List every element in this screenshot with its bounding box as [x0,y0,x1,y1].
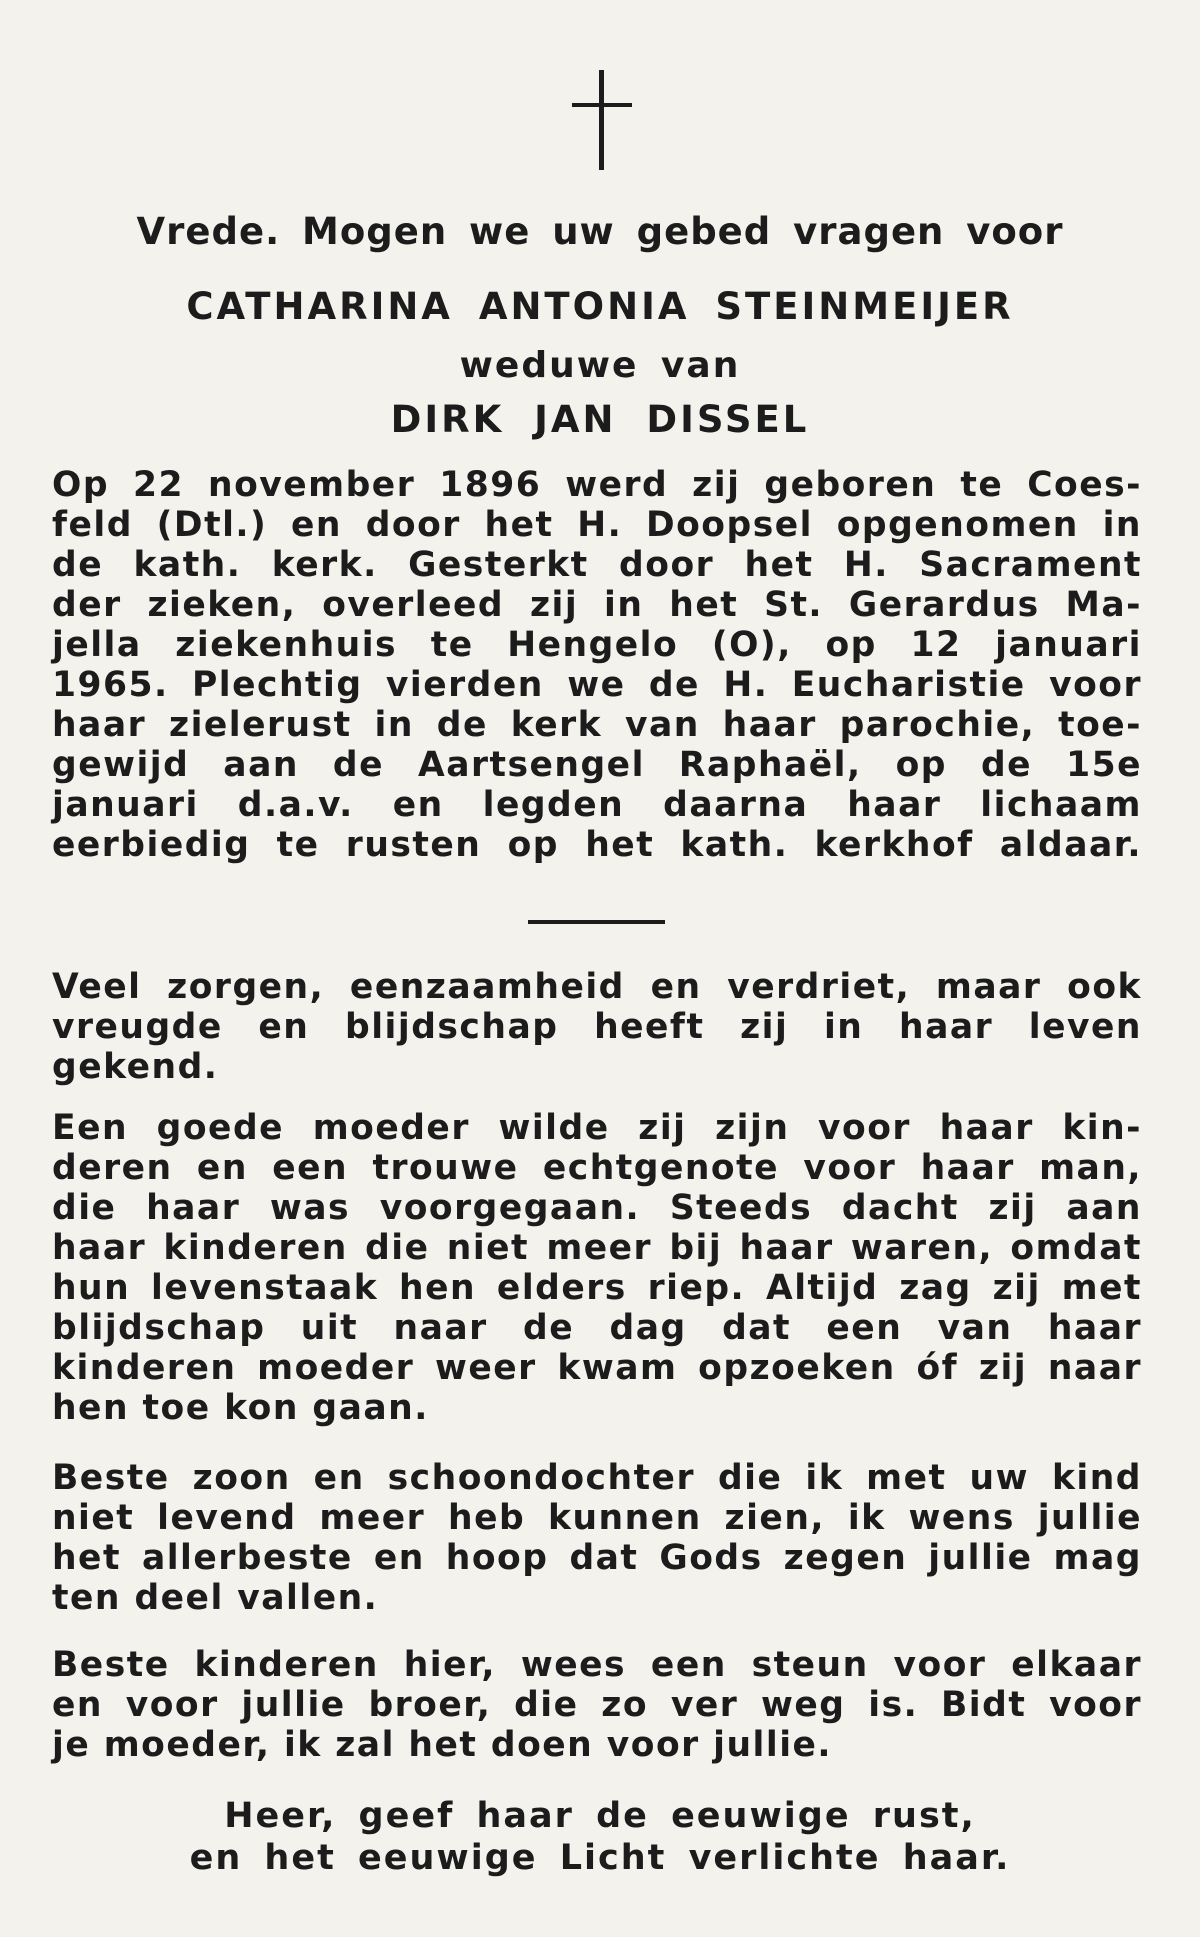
spouse-name: DIRK JAN DISSEL [390,398,810,441]
divider-rule [528,920,665,924]
children-line: je moeder, ik zal het doen voor jullie. [52,1725,833,1765]
mother-line: deren en een trouwe echtgenote voor haar man, [52,1148,1142,1188]
biography-line: Op 22 november 1896 werd zij geboren te Coes- [52,465,1142,505]
biography-line: gewijd aan de Aartsengel Raphaël, op de 15e [52,745,1142,785]
biography-line: 1965. Plechtig vierden we de H. Eucharistie voor [52,665,1142,705]
biography-paragraph [52,465,1142,865]
cross-icon [572,70,632,170]
reflection-line: Veel zorgen, eenzaamheid en verdriet, maar ook [52,967,1142,1007]
son-line: ten deel vallen. [52,1578,379,1618]
biography-line: jella ziekenhuis te Hengelo (O), op 12 januari [52,625,1142,665]
mother-line: Een goede moeder wilde zij zijn voor haar kin- [52,1108,1142,1148]
closing-line: en het eeuwige Licht verlichte haar. [189,1838,1011,1878]
reflection-line: gekend. [52,1047,219,1087]
mother-line: blijdschap uit naar de dag dat een van haar [52,1308,1142,1348]
biography-line: januari d.a.v. en legden daarna haar lichaam [52,785,1142,825]
mother-line: hen toe kon gaan. [52,1388,429,1428]
biography-line: haar zielerust in de kerk van haar parochie, toe- [52,705,1142,745]
mother-line: die haar was voorgegaan. Steeds dacht zij aan [52,1188,1142,1228]
children-line: Beste kinderen hier, wees een steun voor elkaar [52,1645,1142,1685]
children-line: en voor jullie broer, die zo ver weg is. Bidt voor [52,1685,1142,1725]
son-paragraph [52,1458,1142,1618]
reflection-paragraph [52,967,1142,1087]
biography-line: der zieken, overleed zij in het St. Gerardus Ma- [52,585,1142,625]
children-paragraph [52,1645,1142,1765]
mother-line: hun levenstaak hen elders riep. Altijd zag zij met [52,1268,1142,1308]
biography-line: de kath. kerk. Gesterkt door het H. Sacrament [52,545,1142,585]
deceased-name: CATHARINA ANTONIA STEINMEIJER [186,285,1014,328]
closing-prayer [0,1795,1200,1879]
reflection-line: vreugde en blijdschap heeft zij in haar leven [52,1007,1142,1047]
intro-line: Vrede. Mogen we uw gebed vragen voor [136,210,1064,253]
closing-line: Heer, geef haar de eeuwige rust, [224,1796,976,1836]
relation-line: weduwe van [459,345,741,386]
mother-line: kinderen moeder weer kwam opzoeken óf zij naar [52,1348,1142,1388]
son-line: niet levend meer heb kunnen zien, ik wens jullie [52,1498,1142,1538]
son-line: het allerbeste en hoop dat Gods zegen jullie mag [52,1538,1142,1578]
son-line: Beste zoon en schoondochter die ik met uw kind [52,1458,1142,1498]
biography-line: feld (Dtl.) en door het H. Doopsel opgenomen in [52,505,1142,545]
biography-line: eerbiedig te rusten op het kath. kerkhof aldaar. [52,825,1142,865]
mother-paragraph [52,1108,1142,1428]
mother-line: haar kinderen die niet meer bij haar waren, omdat [52,1228,1142,1268]
